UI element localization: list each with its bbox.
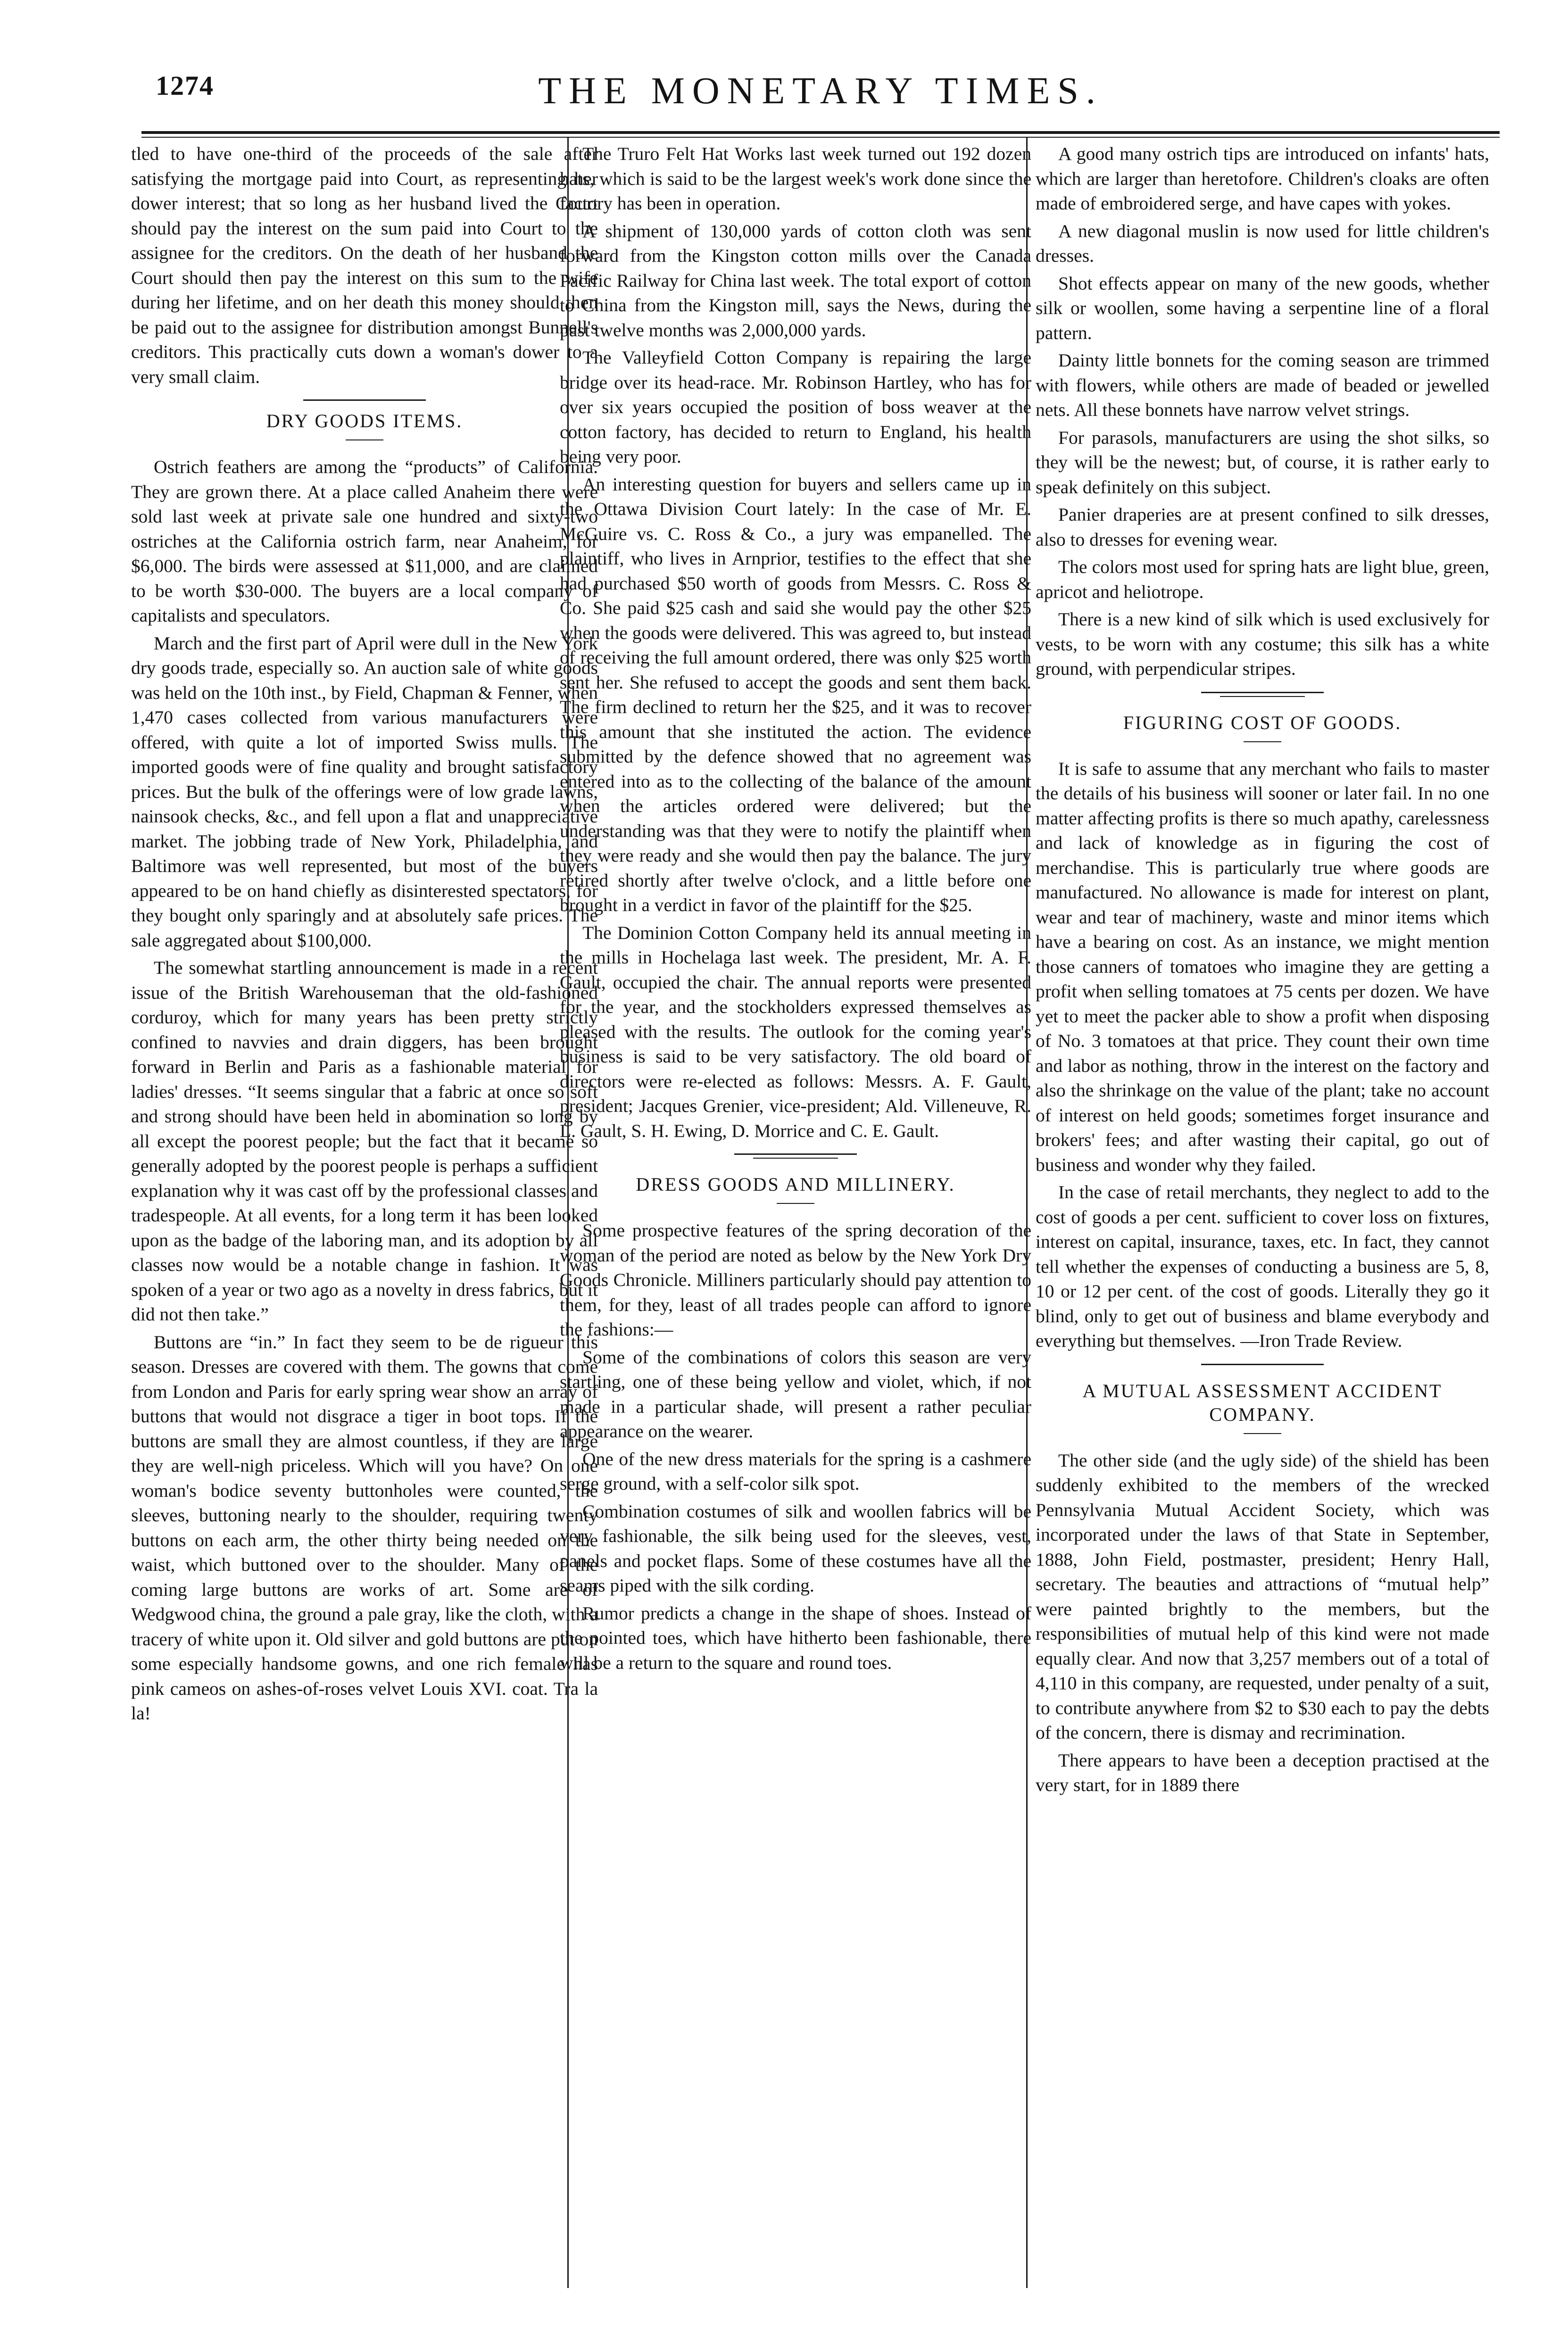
paragraph: Some of the combinations of colors this season are very startling, one of these being yellow and violet, which, if not made in a particular shade, will present a rather peculiar appearance on the wearer. xyxy=(560,1346,1031,1442)
paragraph: An interesting question for buyers and sellers came up in the Ottawa Division Court lately: In the case of Mr. E. McGuire vs. C. Ross & Co., a jury was empanelled. The plaintiff, who lives in Arnprior, testifies to the effect that she had purchased $50 worth of goods from Messrs. C. Ross & Co. She paid $25 cash and said she would pay the other $25 when the goods were delivered. This was agreed to, but instead of receiving the full amount ordered, there was only $25 worth sent her. She refused to accept the goods and sent them back. The firm declined to return her the $25, and it was to recover this amount that she instituted the action. The evidence submitted by the defence showed that no agreement was entered into as to the collecting of the balance of the amount when the articles ordered were delivered; but the understanding was that they were to notify the plaintiff when they were ready and she would then pay the balance. The jury retired shortly after twelve o'clock, and a little before one brought in a verdict in favor of the plaintiff for the $25. xyxy=(560,473,1031,915)
column-1 xyxy=(131,141,598,1729)
heading-dress-goods-millinery: DRESS GOODS AND MILLINERY. xyxy=(636,1174,955,1195)
paragraph: One of the new dress materials for the spring is a cashmere serge ground, with a self-color silk spot. xyxy=(560,1448,1031,1494)
masthead-title: THE MONETARY TIMES. xyxy=(538,70,1103,112)
section-rule-thin xyxy=(753,1158,838,1159)
paragraph: The other side (and the ugly side) of the shield has been suddenly exhibited to the members of the wrecked Pennsylvania Mutual Accident Society, which was incorporated under the laws of that State in September, 1888, John Field, postmaster, president; Henry Hall, secretary. The beauties and attractions of “mutual help” were painted brightly to the members, but the responsibilities of mutual help of this kind were not made equally clear. And now that 3,257 members out of a total of 4,110 in this company, are requested, under penalty of a suit, to contribute anywhere from $2 to $30 each to pay the debts of the concern, there is dismay and recrimination. xyxy=(1036,1450,1489,1743)
section-rule-thin xyxy=(1220,696,1305,697)
page-number: 1274 xyxy=(156,70,214,101)
heading-underline xyxy=(1244,1433,1281,1434)
paragraph: Shot effects appear on many of the new goods, whether silk or woollen, some having a serpentine line of a floral pattern. xyxy=(1036,273,1489,343)
heading-underline xyxy=(777,1203,814,1204)
paragraph: March and the first part of April were dull in the New York dry goods trade, especially so. An auction sale of white goods was held on the 10th inst., by Field, Chapman & Fenner, when 1,470 cases collected from various manufacturers were offered, with quite a lot of imported Swiss mulls. The imported goods were of fine quality and brought satisfactory prices. But the bulk of the offerings were of low grade lawns, nainsook checks, &c., and fell upon a flat and unappreciative market. The jobbing trade of New York, Philadelphia, and Baltimore was well represented, but most of the buyers appeared to be on hand chiefly as disinterested spectators, for they bought only sparingly and at absolutely safe prices. The sale aggregated about $100,000. xyxy=(131,632,598,951)
paragraph: Dainty little bonnets for the coming season are trimmed with flowers, while others are made of beaded or jewelled nets. All these bonnets have narrow velvet strings. xyxy=(1036,350,1489,420)
paragraph: The Valleyfield Cotton Company is repairing the large bridge over its head-race. Mr. Robinson Hartley, who has for over six years occupied the position of boss weaver at the cotton factory, has decided to return to England, his health being very poor. xyxy=(560,347,1031,467)
header-rule xyxy=(141,131,1500,138)
section-rule xyxy=(734,1153,857,1155)
paragraph: The Truro Felt Hat Works last week turned out 192 dozen hats, which is said to be the largest week's work done since the factory has been in operation. xyxy=(560,143,1031,214)
heading-mutual-assessment: A MUTUAL ASSESSMENT ACCIDENT COMPANY. xyxy=(1082,1380,1443,1425)
article-continuation: tled to have one-third of the proceeds of the sale after satisfying the mortgage paid into Court, as representing her dower interest; that so long as her husband lived the Court should pay the interest on the sum paid into Court to the assignee for the creditors. On the death of her husband the Court should then pay the interest on this sum to the wife during her lifetime, and on her death this money should then be paid out to the assignee for distribution amongst Bunnell's creditors. This practically cuts down a woman's dower to a very small claim. xyxy=(131,143,598,387)
heading-underline xyxy=(1244,741,1281,742)
column-2 xyxy=(560,141,1031,1678)
column-3 xyxy=(1036,141,1489,1800)
paragraph: There appears to have been a deception practised at the very start, for in 1889 there xyxy=(1036,1749,1489,1795)
section-rule xyxy=(1201,1364,1324,1365)
paragraph: There is a new kind of silk which is used exclusively for vests, to be worn with any costume; this silk has a white ground, with perpendicular stripes. xyxy=(1036,609,1489,679)
paragraph: The colors most used for spring hats are light blue, green, apricot and heliotrope. xyxy=(1036,556,1489,602)
paragraph: Buttons are “in.” In fact they seem to be de rigueur this season. Dresses are covered with them. The gowns that come from London and Paris for early spring wear show an array of buttons that would not disgrace a tiger in boot tops. If the buttons are small they are almost countless, if they are large they are well-nigh priceless. Which will you have? On one woman's bodice seventy buttonholes were counted, the sleeves, buttoning nearly to the shoulder, requiring twenty buttons on each arm, the other thirty being needed on the waist, which buttoned over to the shoulder. Many of the coming large buttons are works of art. Some are of Wedgwood china, the ground a pale gray, like the cloth, with a tracery of white upon it. Old silver and gold buttons are put on some especially handsome gowns, and one rich female has pink cameos on ashes-of-roses velvet Louis XVI. coat. Tra la la! xyxy=(131,1331,598,1724)
paragraph: A good many ostrich tips are introduced on infants' hats, which are larger than heretofore. Children's cloaks are often made of embroidered serge, and have capes with yokes. xyxy=(1036,143,1489,214)
paragraph: A shipment of 130,000 yards of cotton cloth was sent forward from the Kingston cotton mills over the Canada Pacific Railway for China last week. The total export of cotton to China from the Kingston mill, says the News, during the past twelve months was 2,000,000 yards. xyxy=(560,220,1031,340)
paragraph: It is safe to assume that any merchant who fails to master the details of his business will sooner or later fail. In no one matter affecting profits is there so much apathy, carelessness and lack of knowledge as in figuring the cost of merchandise. This is particularly true where goods are manufactured. No allowance is made for interest on plant, wear and tear of machinery, waste and minor items which have a bearing on cost. As an instance, we might mention those canners of tomatoes who imagine they are getting a profit when selling tomatoes at 75 cents per dozen. We have yet to meet the packer able to show a profit when disposing of No. 3 tomatoes at that price. They count their own time and labor as nothing, throw in the interest on the factory and also the shrinkage on the value of the plant; take no account of interest on held goods; sometimes forget insurance and brokers' fees; and after wasting their capital, go out of business and wonder why they failed. xyxy=(1036,758,1489,1175)
paragraph: The Dominion Cotton Company held its annual meeting in the mills in Hochelaga last week. The president, Mr. A. F. Gault, occupied the chair. The annual reports were presented for the year, and the stockholders expressed themselves as pleased with the results. The outlook for the coming year's business is said to be very satisfactory. The old board of directors were re-elected as follows: Messrs. A. F. Gault, president; Jacques Grenier, vice-president; Ald. Villeneuve, R. L. Gault, S. H. Ewing, D. Morrice and C. E. Gault. xyxy=(560,922,1031,1141)
section-rule xyxy=(1201,692,1324,693)
paragraph: Combination costumes of silk and woollen fabrics will be very fashionable, the silk being used for the sleeves, vest, panels and pocket flaps. Some of these costumes have all the seams piped with the silk cording. xyxy=(560,1501,1031,1596)
page-header xyxy=(141,56,1500,126)
paragraph: In the case of retail merchants, they neglect to add to the cost of goods a per cent. sufficient to cover loss on fixtures, interest on capital, insurance, taxes, etc. In fact, they cannot tell whether the expenses of conducting a business are 5, 8, 10 or 12 per cent. of the cost of goods. Literally they go it blind, only to get out of business and blame everybody and everything but themselves. —Iron Trade Review. xyxy=(1036,1182,1489,1351)
paragraph: For parasols, manufacturers are using the shot silks, so they will be the newest; but, of course, it is rather early to speak definitely on this subject. xyxy=(1036,427,1489,497)
paragraph: Some prospective features of the spring decoration of the woman of the period are noted as below by the New York Dry Goods Chronicle. Milliners particularly should pay attention to them, for they, least of all trades people can afford to ignore the fashions:— xyxy=(560,1220,1031,1340)
paragraph: Ostrich feathers are among the “products” of California. They are grown there. At a place called Anaheim there were sold last week at private sale one hundred and sixty-two ostriches at the California ostrich farm, near Anaheim, for $6,000. The birds were assessed at $11,000, and are claimed to be worth $30-000. The buyers are a local company of capitalists and speculators. xyxy=(131,456,598,626)
heading-dry-goods-items: DRY GOODS ITEMS. xyxy=(266,410,463,431)
paragraph: Panier draperies are at present confined to silk dresses, also to dresses for evening wear. xyxy=(1036,504,1489,550)
paragraph: Rumor predicts a change in the shape of shoes. Instead of the pointed toes, which have hitherto been fashionable, there will be a return to the square and round toes. xyxy=(560,1602,1031,1673)
paragraph: A new diagonal muslin is now used for little children's dresses. xyxy=(1036,220,1489,266)
section-rule xyxy=(303,399,426,401)
paragraph: The somewhat startling announcement is made in a recent issue of the British Warehouseman that the old-fashioned corduroy, which for many years has been pretty strictly confined to navvies and drain diggers, has been brought forward in Berlin and Paris as a fashionable material for ladies' dresses. “It seems singular that a fabric at once so soft and strong should have been held in abomination so long by all except the poorest people; but the fact that it became so generally adopted by the poorest people is perhaps a sufficient explanation why it was cast off by the professional classes and tradespeople. At all events, for a long term it has been looked upon as the badge of the laboring man, and its adoption by all classes now would be a notable change in fashion. It was spoken of a year or two ago as a novelty in dress fabrics, but it did not then take.” xyxy=(131,957,598,1325)
heading-underline xyxy=(346,439,383,440)
heading-figuring-cost: FIGURING COST OF GOODS. xyxy=(1123,712,1402,733)
